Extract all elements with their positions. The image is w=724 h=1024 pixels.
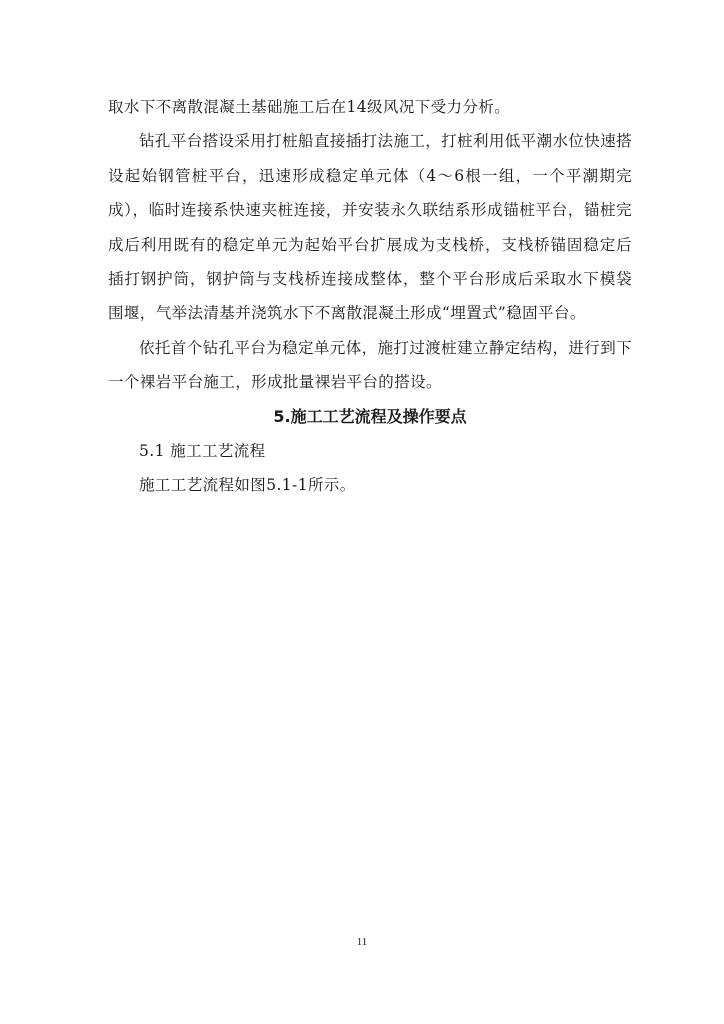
page-body <box>108 90 632 503</box>
subsection-heading: 5.1 施工工艺流程 <box>139 442 266 461</box>
paragraph-drilling-platform: 钻孔平台搭设采用打桩船直接插打法施工，打桩利用低平潮水位快速搭设起始钢管桩平台，迅速形成稳定单元体（4～6根一组，一个平潮期完成），临时连接系快速夹桩连接，并安装永久联结系形成锚桩平台，锚桩完成后利用既有的稳定单元为起始平台扩展成为支栈桥，支栈桥锚固稳定后插打钢护筒，钢护筒与支栈桥连接成整体，整个平台形成后采取水下模袋围堰，气举法清基并浇筑水下不离散混凝土形成“埋置式”稳固平台。 <box>108 132 632 323</box>
section-heading: 5.施工工艺流程及操作要点 <box>273 406 467 426</box>
page-number: 11 <box>356 936 368 948</box>
paragraph-continuation: 取水下不离散混凝土基础施工后在14级风况下受力分析。 <box>108 98 511 116</box>
paragraph-stable-unit: 依托首个钻孔平台为稳定单元体，施打过渡桩建立静定结构，进行到下一个裸岩平台施工，形成批量裸岩平台的搭设。 <box>108 338 632 392</box>
subsection-text: 施工工艺流程如图5.1-1所示。 <box>139 476 356 495</box>
